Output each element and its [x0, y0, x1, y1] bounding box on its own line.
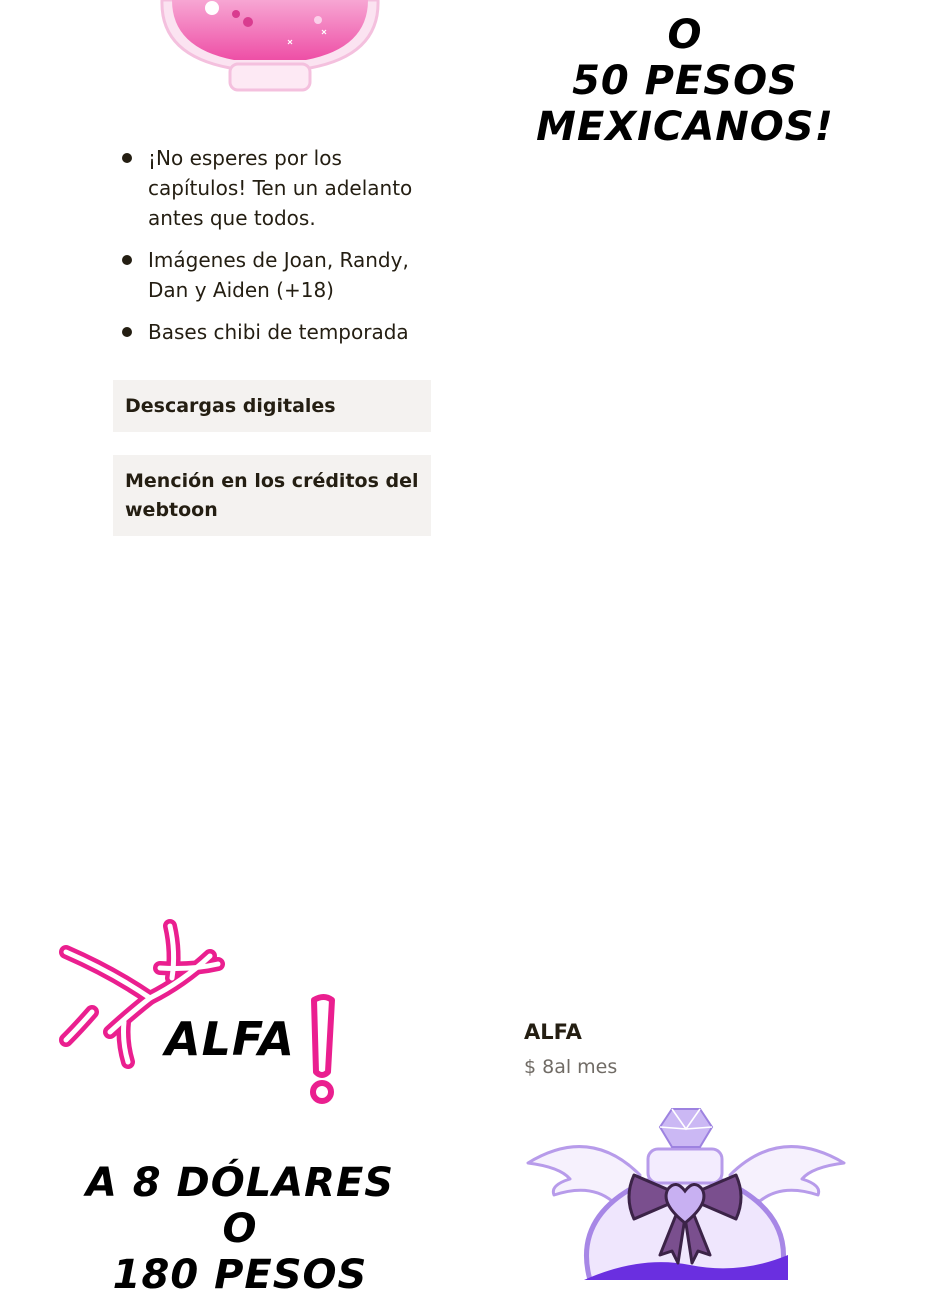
- benefit-list: [118, 143, 438, 359]
- price-lettering-bottom: [60, 1160, 420, 1298]
- lettering-line: O: [667, 12, 703, 58]
- lettering-line: A 8 DÓLARES: [85, 1160, 395, 1206]
- benefit-item: Bases chibi de temporada: [118, 317, 438, 347]
- purple-winged-potion-icon: [520, 1105, 850, 1280]
- feature-label: Descargas digitales: [125, 395, 336, 417]
- lettering-line: 180 PESOS: [112, 1252, 368, 1298]
- benefit-item: Imágenes de Joan, Randy, Dan y Aiden (+18): [118, 245, 438, 305]
- price-lettering-top: [530, 0, 840, 150]
- lettering-line: MEXICANOS!: [536, 104, 834, 150]
- feature-webtoon-credits: [113, 455, 431, 536]
- tier-name: ALFA: [524, 1020, 582, 1044]
- exclamation-doodle-icon: [302, 990, 342, 1110]
- benefit-item: ¡No esperes por los capítulos! Ten un adelanto antes que todos.: [118, 143, 438, 233]
- pink-potion-icon: [150, 0, 390, 100]
- alfa-banner-title: ALFA: [165, 1012, 296, 1066]
- tier-price: $ 8al mes: [524, 1056, 618, 1078]
- feature-digital-downloads: [113, 380, 431, 432]
- feature-label: Mención en los créditos del webtoon: [125, 470, 419, 521]
- lettering-line: 50 PESOS: [572, 58, 798, 104]
- lettering-line: O: [222, 1206, 258, 1252]
